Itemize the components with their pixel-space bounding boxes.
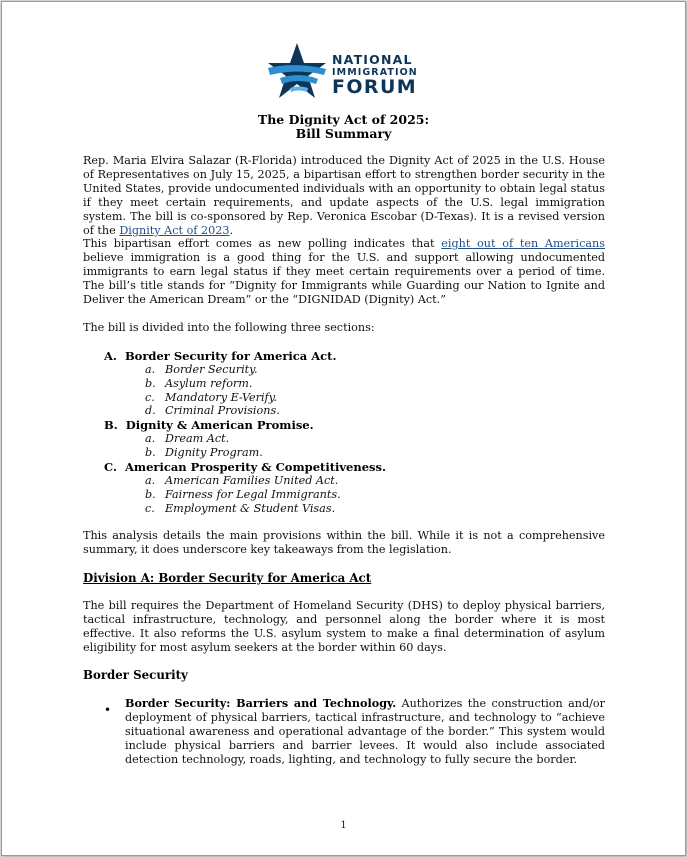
analysis-paragraph: This analysis details the main provisions within the bill. While it is not a comprehensive summary, it does underscore key takeaways from the legislation. [83, 529, 605, 556]
polling-paragraph [83, 237, 605, 307]
bullet-icon: • [104, 703, 112, 717]
list-item: d. Criminal Provisions. [145, 404, 280, 417]
division-a-paragraph: The bill requires the Department of Homeland Security (DHS) to deploy physical barriers, tactical infrastructure, technology, and personnel along the border where it is most effective. It also reforms the U.S. asylum system to make a final determination of asylum eligibility for most asylum seekers at the border within 60 days. [83, 599, 605, 654]
eight-out-of-ten-link[interactable]: eight out of ten Americans [441, 237, 605, 250]
section-a-title [104, 349, 336, 363]
list-item: a. Dream Act. [145, 432, 230, 445]
logo-text-national: NATIONAL [332, 52, 413, 67]
section-b-title [104, 418, 314, 432]
border-security-bullet [125, 696, 605, 767]
intro-end: . [229, 224, 234, 237]
star-logo-icon [266, 42, 328, 100]
document-page [2, 2, 685, 855]
list-item: c. Employment & Student Visas. [145, 502, 336, 515]
polling-text: believe immigration is a good thing for the U.S. and support allowing undocumented immigrants to earn legal status if they meet certain requirements over a period of time. The bill’s title stands for “Dignity for Immigrants while Guarding our Nation to Ignite and Deliver the American Dream” or the “DIGNIDAD (Dignity) Act.” [83, 251, 605, 306]
section-label: C. [104, 460, 117, 474]
list-item: a. Border Security. [145, 363, 258, 376]
list-item: b. Fairness for Legal Immigrants. [145, 488, 341, 501]
section-title: Border Security for America Act. [124, 349, 337, 363]
intro-text: Rep. Maria Elvira Salazar (R-Florida) introduced the Dignity Act of 2025 in the U.S. House of Representatives on July 15, 2025, a bipartisan effort to strengthen border security in the United States, provide undocumented individuals with an opportunity to obtain legal status if they meet certain requirements, and update aspects of the U.S. legal immigration system. The bill is co-sponsored by Rep. Veronica Escobar (D-Texas). It is a revised version of the [83, 154, 605, 237]
sections-intro: The bill is divided into the following three sections: [83, 321, 375, 334]
list-item: b. Dignity Program. [145, 446, 263, 459]
logo-text-immigration: IMMIGRATION [332, 67, 418, 78]
page-number: 1 [340, 820, 347, 831]
border-security-heading: Border Security [83, 668, 188, 682]
bullet-text: Authorizes the construction and/or deployment of physical barriers, tactical infrastructure, and technology to “achieve situational awareness and operational advantage of the border.” This system would include physical barriers and barrier levees. It would also include associated detection technology, roads, lighting, and technology to fully secure the border. [125, 697, 605, 766]
intro-paragraph [83, 154, 605, 238]
logo-text-forum: FORUM [332, 76, 418, 98]
organization-logo [266, 42, 426, 98]
division-a-heading: Division A: Border Security for America Act [83, 571, 372, 585]
section-c-title [104, 460, 386, 474]
dignity-act-2023-link[interactable]: Dignity Act of 2023 [119, 224, 230, 237]
section-label: B. [104, 418, 118, 432]
list-item: a. American Families United Act. [145, 474, 339, 487]
polling-text-start: This bipartisan effort comes as new polling indicates that [83, 237, 442, 250]
document-title: The Dignity Act of 2025: [257, 112, 430, 127]
bullet-title: Border Security: Barriers and Technology. [125, 696, 397, 710]
section-title: Dignity & American Promise. [125, 418, 314, 432]
section-title: American Prosperity & Competitiveness. [124, 460, 386, 474]
list-item: c. Mandatory E-Verify. [145, 391, 278, 404]
list-item: b. Asylum reform. [145, 377, 253, 390]
document-subtitle: Bill Summary [295, 126, 392, 141]
section-label: A. [104, 349, 117, 363]
